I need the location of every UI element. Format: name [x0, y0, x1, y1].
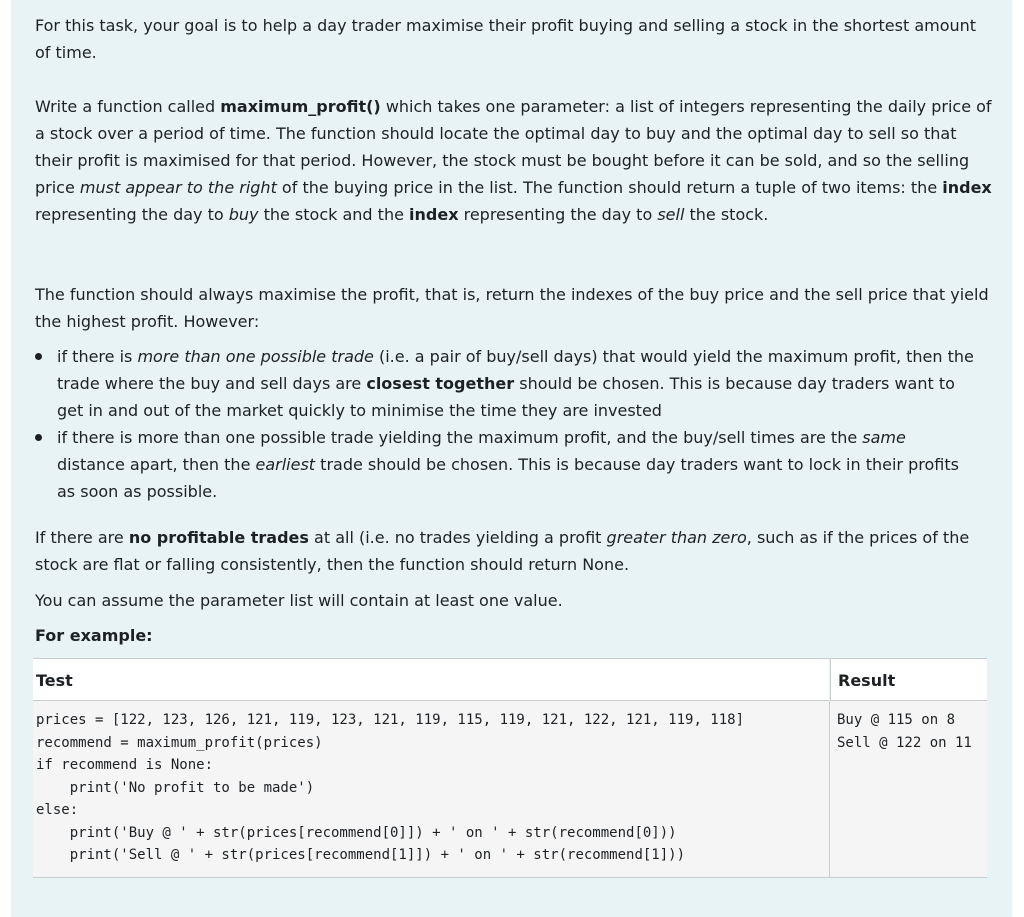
description-paragraph: Write a function called maximum_profit() which takes one parameter: a list of integers representing the daily price of a stock over a period of time. The function should locate the optimal day to buy and the optimal day to sell so that their profit is maximised for that period. However, the stock must be bought before it can be sold, and so the selling price must appear to the right of the buying price in the list. The function should return a tuple of two items: the index representing the day to buy the stock and the index representing the day to sell the stock.: [35, 97, 992, 224]
example-heading: For example:: [35, 626, 153, 645]
test-code-cell: [33, 701, 829, 877]
test-code: prices = [122, 123, 126, 121, 119, 123, 121, 119, 115, 119, 121, 122, 121, 119, 118] recommend = maximum_profit(prices) if recommend is None: print('No profit to be made') else: print('Buy @ ' + str(prices[recommend[0]]) + ' on ' + str(recommend[0])) print('Sell @ ' + str(prices[recommend[1]]) + ' on ' + str(recommend[1])): [36, 712, 745, 863]
example-table: [33, 658, 987, 878]
function-name: maximum_profit(): [220, 97, 381, 116]
test-column-header: Test: [33, 659, 829, 701]
intro-paragraph: For this task, your goal is to help a day trader maximise their profit buying and selling a stock in the shortest amount of time.: [35, 16, 977, 62]
bullet-icon: [35, 434, 42, 441]
bullet-icon: [35, 353, 42, 360]
result-output: Buy @ 115 on 8 Sell @ 122 on 11: [837, 712, 972, 751]
result-cell: [829, 701, 987, 877]
result-column-header: Result: [830, 659, 987, 701]
assumption-paragraph: You can assume the parameter list will contain at least one value.: [35, 591, 563, 610]
bullet-closest-together: if there is more than one possible trade (i.e. a pair of buy/sell days) that would yield the maximum profit, then the trade where the buy and sell days are closest together should be chosen. This is because day traders want to get in and out of the market quickly to minimise the time they are invested: [35, 343, 975, 424]
maximise-paragraph: The function should always maximise the profit, that is, return the indexes of the buy price and the sell price that yield the highest profit. However:: [35, 285, 989, 331]
bullet-earliest-trade: if there is more than one possible trade yielding the maximum profit, and the buy/sell times are the same distance apart, then the earliest trade should be chosen. This is because day traders want to lock in their profits as soon as possible.: [35, 424, 975, 505]
no-profit-paragraph: If there are no profitable trades at all (i.e. no trades yielding a profit greater than zero, such as if the prices of the stock are flat or falling consistently, then the function should return None.: [35, 528, 970, 574]
